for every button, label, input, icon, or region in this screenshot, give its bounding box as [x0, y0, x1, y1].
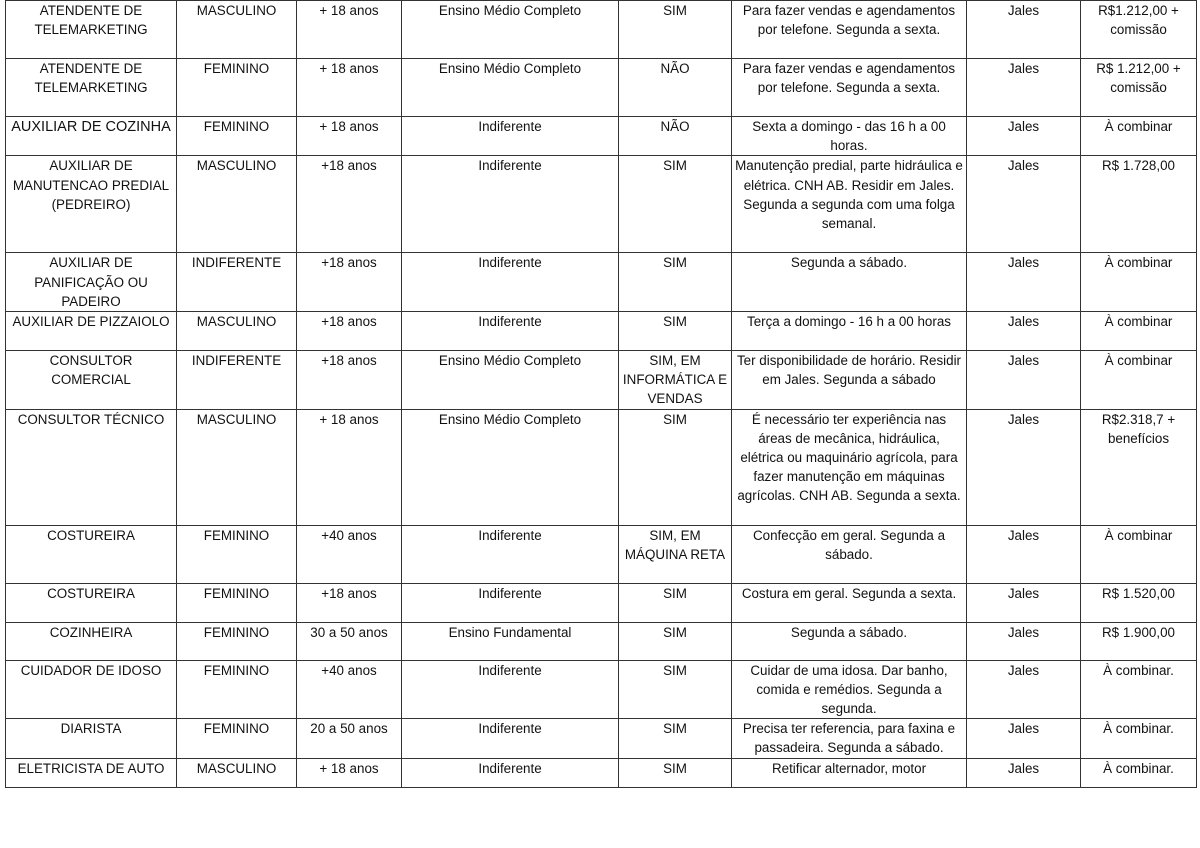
- descricao-cell: Terça a domingo - 16 h a 00 horas: [732, 312, 967, 351]
- idade-cell: +18 anos: [297, 351, 402, 410]
- salario-cell: À combinar: [1081, 117, 1197, 156]
- cargo-cell: COZINHEIRA: [6, 622, 177, 660]
- escolaridade-cell: Indiferente: [402, 758, 619, 787]
- descricao-cell: Costura em geral. Segunda a sexta.: [732, 583, 967, 622]
- escolaridade-cell: Indiferente: [402, 525, 619, 583]
- idade-cell: 20 a 50 anos: [297, 719, 402, 758]
- sexo-cell: MASCULINO: [177, 758, 297, 787]
- table-row: [6, 351, 1197, 410]
- experiencia-cell: SIM: [619, 660, 732, 719]
- cargo-cell: AUXILIAR DE PANIFICAÇÃO OU PADEIRO: [6, 253, 177, 312]
- sexo-cell: FEMININO: [177, 719, 297, 758]
- sexo-cell: FEMININO: [177, 117, 297, 156]
- sexo-cell: INDIFERENTE: [177, 351, 297, 410]
- experiencia-cell: SIM, EM INFORMÁTICA E VENDAS: [619, 351, 732, 410]
- descricao-cell: Para fazer vendas e agendamentos por telefone. Segunda a sexta.: [732, 1, 967, 59]
- sexo-cell: FEMININO: [177, 525, 297, 583]
- escolaridade-cell: Indiferente: [402, 117, 619, 156]
- table-row: [6, 719, 1197, 758]
- cidade-cell: Jales: [967, 622, 1081, 660]
- idade-cell: + 18 anos: [297, 117, 402, 156]
- table-row: [6, 156, 1197, 253]
- cargo-cell: AUXILIAR DE MANUTENCAO PREDIAL (PEDREIRO): [6, 156, 177, 253]
- escolaridade-cell: Indiferente: [402, 253, 619, 312]
- sexo-cell: MASCULINO: [177, 156, 297, 253]
- sexo-cell: MASCULINO: [177, 409, 297, 525]
- idade-cell: +40 anos: [297, 660, 402, 719]
- idade-cell: +40 anos: [297, 525, 402, 583]
- salario-cell: R$ 1.520,00: [1081, 583, 1197, 622]
- cargo-cell: CONSULTOR TÉCNICO: [6, 409, 177, 525]
- idade-cell: +18 anos: [297, 156, 402, 253]
- descricao-cell: Manutenção predial, parte hidráulica e elétrica. CNH AB. Residir em Jales. Segunda a segunda com uma folga semanal.: [732, 156, 967, 253]
- sexo-cell: FEMININO: [177, 583, 297, 622]
- cidade-cell: Jales: [967, 1, 1081, 59]
- cargo-cell: CONSULTOR COMERCIAL: [6, 351, 177, 410]
- escolaridade-cell: Ensino Médio Completo: [402, 409, 619, 525]
- salario-cell: À combinar.: [1081, 758, 1197, 787]
- cidade-cell: Jales: [967, 59, 1081, 117]
- idade-cell: + 18 anos: [297, 758, 402, 787]
- cidade-cell: Jales: [967, 758, 1081, 787]
- salario-cell: À combinar: [1081, 351, 1197, 410]
- sexo-cell: FEMININO: [177, 660, 297, 719]
- cidade-cell: Jales: [967, 253, 1081, 312]
- descricao-cell: Cuidar de uma idosa. Dar banho, comida e remédios. Segunda a segunda.: [732, 660, 967, 719]
- cidade-cell: Jales: [967, 117, 1081, 156]
- idade-cell: + 18 anos: [297, 59, 402, 117]
- cargo-cell: ATENDENTE DE TELEMARKETING: [6, 59, 177, 117]
- escolaridade-cell: Indiferente: [402, 660, 619, 719]
- cargo-cell: AUXILIAR DE COZINHA: [6, 117, 177, 156]
- job-rows: [6, 1, 1197, 788]
- table-row: [6, 525, 1197, 583]
- sexo-cell: INDIFERENTE: [177, 253, 297, 312]
- salario-cell: À combinar.: [1081, 719, 1197, 758]
- idade-cell: +18 anos: [297, 253, 402, 312]
- table-row: [6, 312, 1197, 351]
- experiencia-cell: SIM: [619, 719, 732, 758]
- escolaridade-cell: Indiferente: [402, 312, 619, 351]
- descricao-cell: Ter disponibilidade de horário. Residir em Jales. Segunda a sábado: [732, 351, 967, 410]
- experiencia-cell: SIM: [619, 583, 732, 622]
- escolaridade-cell: Indiferente: [402, 719, 619, 758]
- cidade-cell: Jales: [967, 660, 1081, 719]
- cidade-cell: Jales: [967, 156, 1081, 253]
- salario-cell: À combinar: [1081, 312, 1197, 351]
- cargo-cell: COSTUREIRA: [6, 525, 177, 583]
- escolaridade-cell: Ensino Médio Completo: [402, 59, 619, 117]
- sexo-cell: FEMININO: [177, 59, 297, 117]
- idade-cell: + 18 anos: [297, 1, 402, 59]
- table-row: [6, 117, 1197, 156]
- table-row: [6, 622, 1197, 660]
- cidade-cell: Jales: [967, 409, 1081, 525]
- experiencia-cell: SIM: [619, 409, 732, 525]
- salario-cell: R$1.212,00 + comissão: [1081, 1, 1197, 59]
- experiencia-cell: SIM: [619, 312, 732, 351]
- descricao-cell: É necessário ter experiência nas áreas de mecânica, hidráulica, elétrica ou maquinário agrícola, para fazer manutenção em máquinas agrícolas. CNH AB. Segunda a sexta.: [732, 409, 967, 525]
- table-row: [6, 409, 1197, 525]
- cidade-cell: Jales: [967, 525, 1081, 583]
- idade-cell: +18 anos: [297, 583, 402, 622]
- descricao-cell: Segunda a sábado.: [732, 622, 967, 660]
- cargo-cell: ELETRICISTA DE AUTO: [6, 758, 177, 787]
- experiencia-cell: SIM: [619, 253, 732, 312]
- salario-cell: R$2.318,7 + benefícios: [1081, 409, 1197, 525]
- cargo-cell: DIARISTA: [6, 719, 177, 758]
- escolaridade-cell: Ensino Médio Completo: [402, 1, 619, 59]
- table-row: [6, 1, 1197, 59]
- experiencia-cell: SIM, EM MÁQUINA RETA: [619, 525, 732, 583]
- cargo-cell: CUIDADOR DE IDOSO: [6, 660, 177, 719]
- cargo-cell: COSTUREIRA: [6, 583, 177, 622]
- experiencia-cell: SIM: [619, 156, 732, 253]
- idade-cell: 30 a 50 anos: [297, 622, 402, 660]
- salario-cell: À combinar: [1081, 253, 1197, 312]
- experiencia-cell: NÃO: [619, 59, 732, 117]
- table-row: [6, 583, 1197, 622]
- idade-cell: +18 anos: [297, 312, 402, 351]
- experiencia-cell: SIM: [619, 758, 732, 787]
- cidade-cell: Jales: [967, 312, 1081, 351]
- salario-cell: R$ 1.728,00: [1081, 156, 1197, 253]
- escolaridade-cell: Indiferente: [402, 583, 619, 622]
- cidade-cell: Jales: [967, 583, 1081, 622]
- salario-cell: R$ 1.900,00: [1081, 622, 1197, 660]
- sexo-cell: MASCULINO: [177, 312, 297, 351]
- experiencia-cell: SIM: [619, 622, 732, 660]
- cidade-cell: Jales: [967, 351, 1081, 410]
- sexo-cell: MASCULINO: [177, 1, 297, 59]
- escolaridade-cell: Ensino Fundamental: [402, 622, 619, 660]
- descricao-cell: Confecção em geral. Segunda a sábado.: [732, 525, 967, 583]
- salario-cell: À combinar: [1081, 525, 1197, 583]
- cargo-cell: AUXILIAR DE PIZZAIOLO: [6, 312, 177, 351]
- escolaridade-cell: Ensino Médio Completo: [402, 351, 619, 410]
- escolaridade-cell: Indiferente: [402, 156, 619, 253]
- sexo-cell: FEMININO: [177, 622, 297, 660]
- salario-cell: À combinar.: [1081, 660, 1197, 719]
- salario-cell: R$ 1.212,00 + comissão: [1081, 59, 1197, 117]
- cidade-cell: Jales: [967, 719, 1081, 758]
- table-row: [6, 758, 1197, 787]
- descricao-cell: Retificar alternador, motor: [732, 758, 967, 787]
- experiencia-cell: NÃO: [619, 117, 732, 156]
- descricao-cell: Segunda a sábado.: [732, 253, 967, 312]
- job-listings-table: [5, 0, 1197, 788]
- cargo-cell: ATENDENTE DE TELEMARKETING: [6, 1, 177, 59]
- descricao-cell: Para fazer vendas e agendamentos por telefone. Segunda a sexta.: [732, 59, 967, 117]
- table-row: [6, 253, 1197, 312]
- table-row: [6, 660, 1197, 719]
- descricao-cell: Precisa ter referencia, para faxina e passadeira. Segunda a sábado.: [732, 719, 967, 758]
- descricao-cell: Sexta a domingo - das 16 h a 00 horas.: [732, 117, 967, 156]
- idade-cell: + 18 anos: [297, 409, 402, 525]
- table-row: [6, 59, 1197, 117]
- experiencia-cell: SIM: [619, 1, 732, 59]
